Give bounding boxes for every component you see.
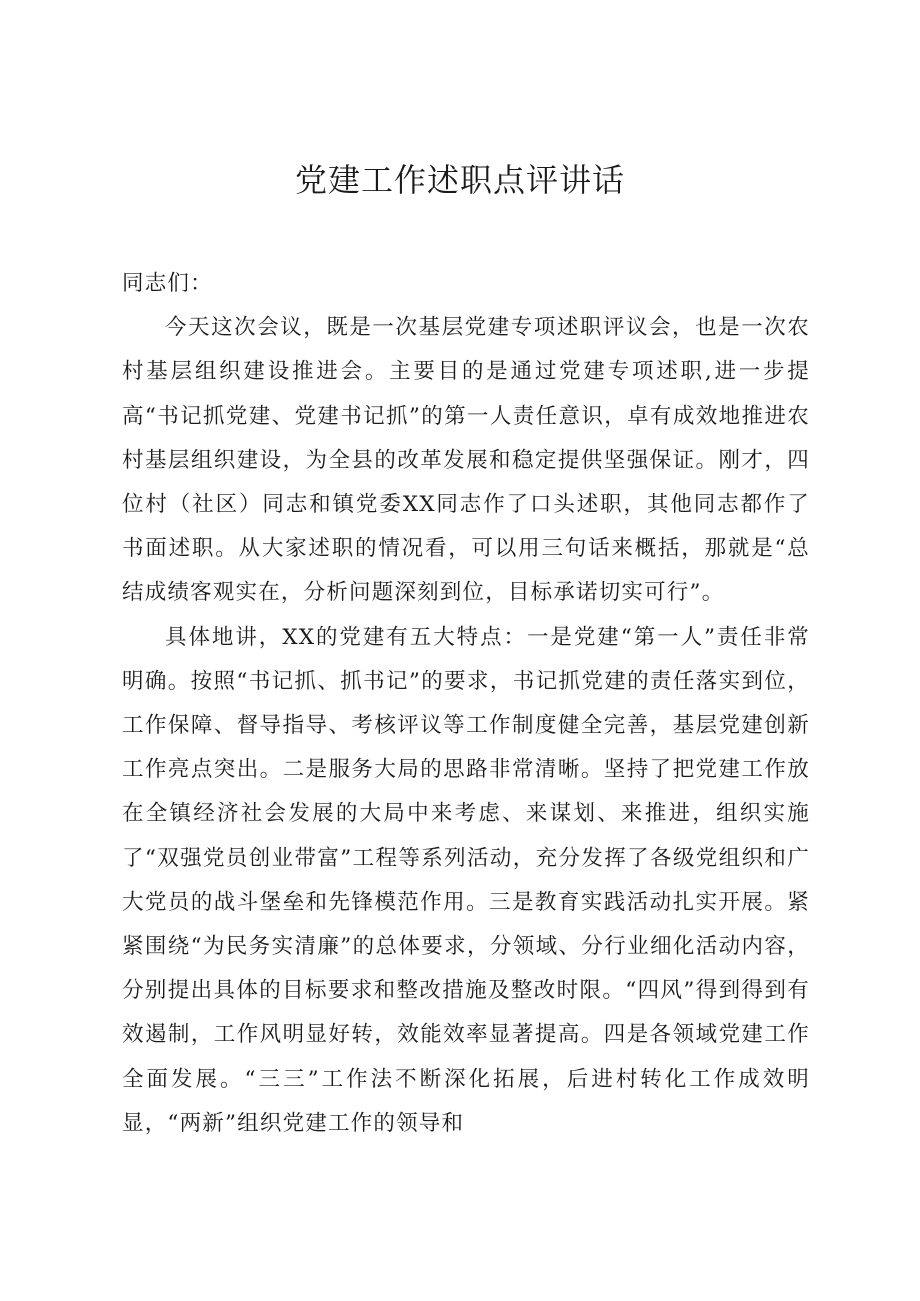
document-title: 党建工作述职点评讲话 [294, 161, 625, 199]
document-body [122, 262, 810, 1146]
paragraph-intro: 今天这次会议，既是一次基层党建专项述职评议会，也是一次农村基层组织建设推进会。主要目的是通过党建专项述职,进一步提高“书记抓党建、党建书记抓”的第一人责任意识，卓有成效地推进农村基层组织建设，为全县的改革发展和稳定提供坚强保证。刚才，四位村（社区）同志和镇党委XX同志作了口头述职，其他同志都作了书面述职。从大家述职的情况看，可以用三句话来概括，那就是“总结成绩客观实在，分析问题深刻到位，目标承诺切实可行”。 [122, 315, 810, 606]
paragraph-features: 具体地讲，XX的党建有五大特点：一是党建“第一人”责任非常明确。按照“书记抓、抓书记”的要求，书记抓党建的责任落实到位，工作保障、督导指导、考核评议等工作制度健全完善，基层党建创新工作亮点突出。二是服务大局的思路非常清晰。坚持了把党建工作放在全镇经济社会发展的大局中来考虑、来谋划、来推进，组织实施了“双强党员创业带富”工程等系列活动，充分发挥了各级党组织和广大党员的战斗堡垒和先锋模范作用。三是教育实践活动扎实开展。紧紧围绕“为民务实清廉”的总体要求，分领域、分行业细化活动内容，分别提出具体的目标要求和整改措施及整改时限。“四风”得到得到有效遏制，工作风明显好转，效能效率显著提高。四是各领域党建工作全面发展。“三三”工作法不断深化拓展，后进村转化工作成效明显，“两新”组织党建工作的领导和 [122, 624, 810, 1136]
salutation: 同志们： [122, 271, 213, 296]
